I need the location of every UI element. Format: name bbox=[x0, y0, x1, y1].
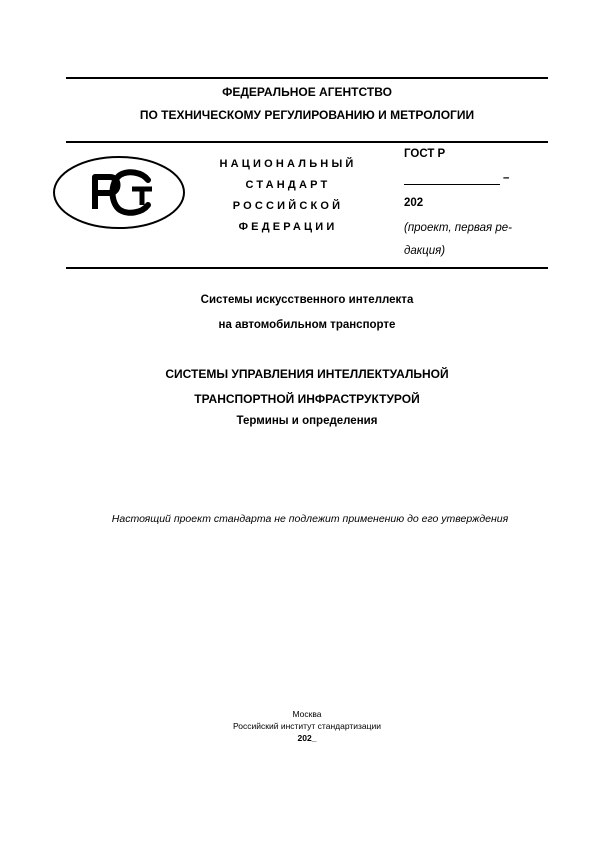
agency-name-line2: ПО ТЕХНИЧЕСКОМУ РЕГУЛИРОВАНИЮ И МЕТРОЛОГИИ bbox=[139, 108, 475, 122]
gost-year: 202 bbox=[404, 197, 424, 209]
main-title-line2: ТРАНСПОРТНОЙ ИНФРАСТРУКТУРОЙ bbox=[194, 392, 420, 406]
rst-logo-icon bbox=[52, 155, 186, 230]
header-middle-rule bbox=[66, 141, 548, 143]
draft-notice: Настоящий проект стандарта не подлежит применению до его утверждения bbox=[111, 513, 509, 525]
national-line-2: СТАНДАРТ bbox=[245, 179, 331, 191]
series-title-line2: на автомобильном транспорте bbox=[218, 319, 396, 331]
footer-institute: Российский институт стандартизации bbox=[233, 721, 381, 731]
agency-name-line1: ФЕДЕРАЛЬНОЕ АГЕНТСТВО bbox=[222, 85, 392, 99]
national-line-4: ФЕДЕРАЦИИ bbox=[238, 221, 338, 233]
footer-year: 202_ bbox=[297, 733, 317, 743]
gost-number-dash: – bbox=[503, 172, 510, 184]
national-line-3: РОССИЙСКОЙ bbox=[232, 200, 344, 212]
footer-city: Москва bbox=[292, 709, 322, 719]
draft-note-line1: (проект, первая ре- bbox=[404, 222, 512, 234]
series-title-line1: Системы искусственного интеллекта bbox=[200, 294, 414, 306]
gost-label: ГОСТ Р bbox=[404, 148, 446, 160]
draft-note-line2: дакция) bbox=[404, 245, 446, 257]
main-title-line1: СИСТЕМЫ УПРАВЛЕНИЯ ИНТЕЛЛЕКТУАЛЬНОЙ bbox=[165, 367, 449, 381]
national-line-1: НАЦИОНАЛЬНЫЙ bbox=[219, 158, 357, 170]
document-subtitle: Термины и определения bbox=[236, 415, 378, 427]
gost-number-blank bbox=[404, 184, 500, 185]
header-top-rule bbox=[66, 77, 548, 79]
header-bottom-rule bbox=[66, 267, 548, 269]
